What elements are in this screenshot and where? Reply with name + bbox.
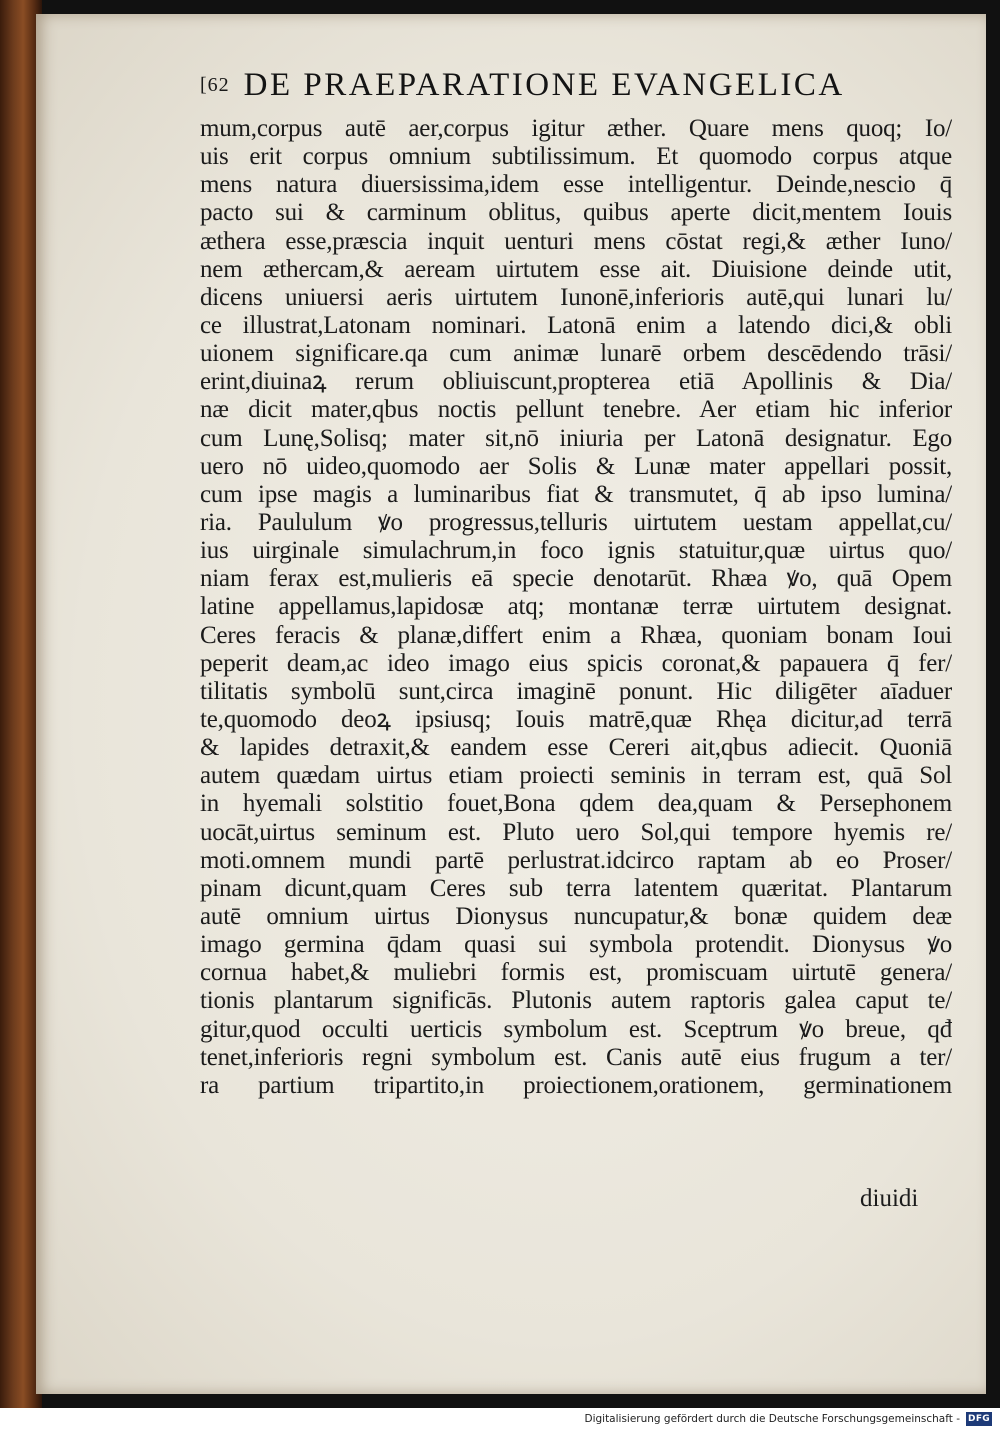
text-line: mens natura diuersissima,idem esse intelligentur. Deinde,nescio q̄ (200, 171, 952, 199)
text-line: moti.omnem mundi partē perlustrat.idcirco raptam ab eo Proser/ (200, 846, 952, 874)
text-line: cum ipse magis a luminaribus fiat & transmutet, q̄ ab ipso lumina/ (200, 480, 952, 508)
text-line: ius uirginale simulachrum,in foco ignis statuitur,quæ uirtus quo/ (200, 537, 952, 565)
text-line: & lapides detraxit,& eandem esse Cereri ait,qbus adiecit. Quoniā (200, 734, 952, 762)
text-line: te,quomodo deoꝝ ipsiusq; Iouis matrē,quæ Rhęa dicitur,ad terrā (200, 705, 952, 733)
text-line: næ dicit mater,qbus noctis pellunt tenebre. Aer etiam hic inferior (200, 396, 952, 424)
text-line: ria. Paululum ꝟo progressus,telluris uirtutem uestam appellat,cu/ (200, 508, 952, 536)
text-line: dicens uniuersi aeris uirtutem Iunonē,inferioris autē,qui lunari lu/ (200, 283, 952, 311)
page-number: [62 (200, 73, 230, 96)
text-line: autem quædam uirtus etiam proiecti seminis in terram est, quā Sol (200, 762, 952, 790)
text-line: pinam dicunt,quam Ceres sub terra latentem quæritat. Plantarum (200, 874, 952, 902)
text-line: mum,corpus autē aer,corpus igitur æther. Quare mens quoq; Io/ (200, 115, 952, 142)
text-line: cornua habet,& muliebri formis est, promiscuam uirtutē genera/ (200, 959, 952, 987)
text-line: tenet,inferioris regni symbolum est. Canis autē eius frugum a ter/ (200, 1043, 952, 1071)
body-text (200, 115, 952, 1100)
text-line: æthera esse,præscia inquit uenturi mens cōstat regi,& æther Iuno/ (200, 227, 952, 255)
footer-bar (0, 1408, 1000, 1430)
text-line: nem æthercam,& aeream uirtutem esse ait. Diuisione deinde utit, (200, 255, 952, 283)
dfg-logo[interactable]: DFG (966, 1412, 992, 1426)
text-line: peperit deam,ac ideo imago eius spicis coronat,& papauera q̄ fer/ (200, 649, 952, 677)
funding-credit: Digitalisierung gefördert durch die Deutsche Forschungsgemeinschaft - (584, 1413, 960, 1425)
catchword: diuidi (860, 1185, 919, 1212)
text-line: niam ferax est,mulieris eā specie denotarūt. Rhæa ꝟo, quā Opem (200, 565, 952, 593)
text-line: uocāt,uirtus seminum est. Pluto uero Sol,qui tempore hyemis re/ (200, 818, 952, 846)
text-line: ra partium tripartito,in proiectionem,orationem, germinationem (200, 1071, 952, 1099)
text-line: gitur,quod occulti uerticis symbolum est. Sceptrum ꝟo breue, qđ (200, 1015, 952, 1043)
text-line: uionem significare.qa cum animæ lunarē orbem descēdendo trāsi/ (200, 340, 952, 368)
text-line: erint,diuinaꝝ rerum obliuiscunt,propterea etiā Apollinis & Dia/ (200, 368, 952, 396)
text-line: imago germina q̄dam quasi sui symbola protendit. Dionysus ꝟo (200, 931, 952, 959)
text-line: uero nō uideo,quomodo aer Solis & Lunæ mater appellari possit, (200, 452, 952, 480)
running-title: DE PRAEPARATIONE EVANGELICA (243, 66, 845, 103)
text-line: autē omnium uirtus Dionysus nuncupatur,& bonæ quidem deæ (200, 902, 952, 930)
text-line: Ceres feracis & planæ,differt enim a Rhæa, quoniam bonam Ioui (200, 621, 952, 649)
text-line: tionis plantarum significās. Plutonis autem raptoris galea caput te/ (200, 987, 952, 1015)
text-line: uis erit corpus omnium subtilissimum. Et quomodo corpus atque (200, 143, 952, 171)
text-line: cum Lunę,Solisq; mater sit,nō iniuria per Latonā designatur. Ego (200, 424, 952, 452)
text-line: latine appellamus,lapidosæ atq; montanæ terræ uirtutem designat. (200, 593, 952, 621)
text-line: tilitatis symbolū sunt,circa imaginē ponunt. Hic diligēter aīaduer (200, 677, 952, 705)
text-line: in hyemali solstitio fouet,Bona qdem dea,quam & Persephonem (200, 790, 952, 818)
page-header (200, 60, 940, 110)
text-line: pacto sui & carminum oblitus, quibus aperte dicit,mentem Iouis (200, 199, 952, 227)
text-line: ce illustrat,Latonam nominari. Latonā enim a latendo dici,& obli (200, 311, 952, 339)
